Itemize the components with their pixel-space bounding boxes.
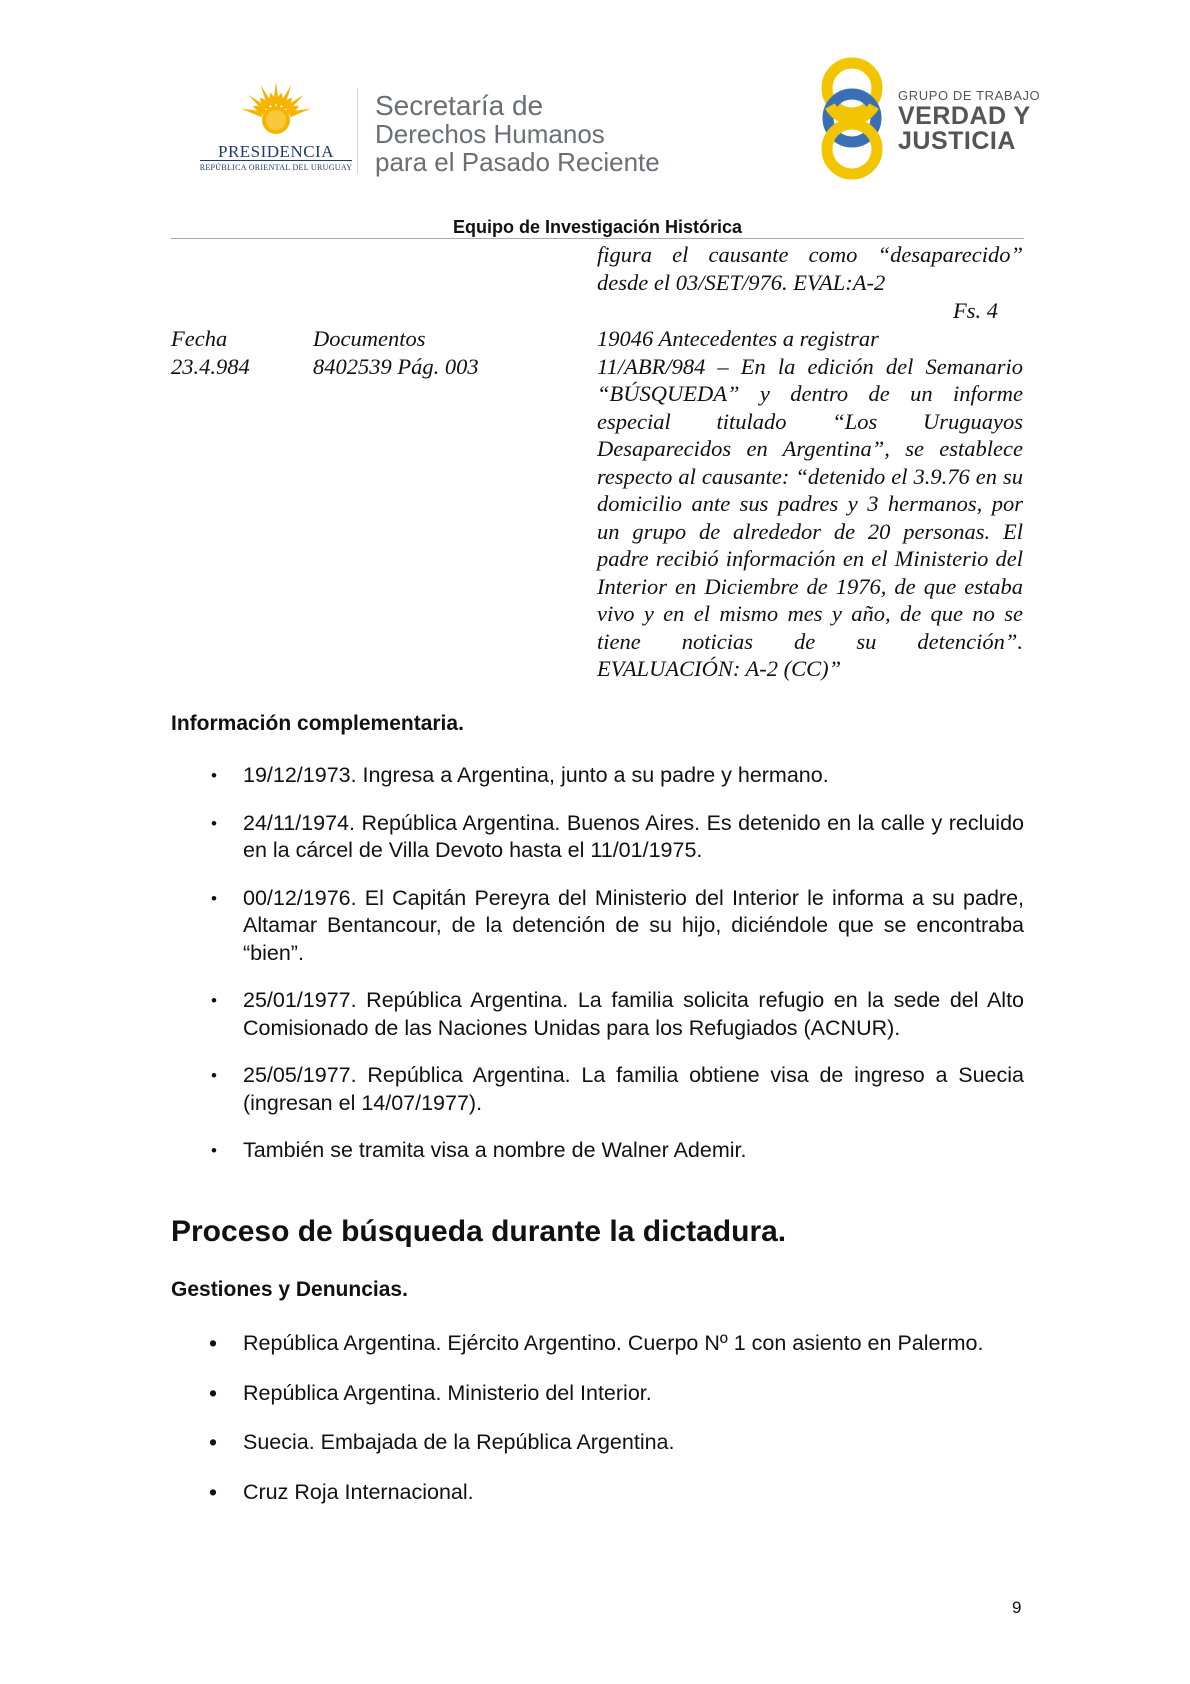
page-number: 9 [1012, 1598, 1022, 1617]
entry-text: 11/ABR/984 – En la edición del Semanario “BÚSQUEDA” y dentro de un informe especial titulado “Los Uruguayos Desaparecidos en Argentina”, se establece respecto al causante: “detenido el 3.9.76 en su domicilio ante sus padres y 3 hermanos, por un grupo de alrededor de 20 personas. El padre recibió información en el Ministerio del Interior en Diciembre de 1976, de que estaba vivo y en el mismo mes y año, de que no se tiene noticias de su detención”. EVALUACIÓN: A-2 (CC)” [597, 353, 1023, 681]
rings-icon [818, 56, 894, 182]
secretaria-line2: Derechos Humanos [375, 119, 605, 149]
gestion-item-text: Cruz Roja Internacional. [243, 1479, 474, 1504]
grupo-line1: GRUPO DE TRABAJO [898, 88, 1041, 103]
header-divider [357, 88, 358, 174]
info-heading: Información complementaria. [171, 712, 464, 735]
info-item-text: 00/12/1976. El Capitán Pereyra del Ministerio del Interior le informa a su padre, Altamar Bentancour, de la detención de su hijo, diciéndole que se encontraba “bien”. [243, 885, 1024, 965]
list-item: • 25/05/1977. República Argentina. La familia obtiene visa de ingreso a Suecia (ingresan el 14/07/1977). [211, 1063, 1024, 1115]
gestion-item-text: Suecia. Embajada de la República Argentina. [243, 1430, 675, 1454]
info-item-text: 24/11/1974. República Argentina. Buenos Aires. Es detenido en la calle y recluido en la cárcel de Villa Devoto hasta el 11/01/1975. [243, 810, 1024, 862]
gestion-item-text: República Argentina. Ministerio del Interior. [243, 1380, 652, 1405]
grupo-line3: JUSTICIA [898, 127, 1016, 155]
list-item: • 00/12/1976. El Capitán Pereyra del Ministerio del Interior le informa a su padre, Altamar Bentancour, de la detención de su hijo, diciéndole que se encontraba “bien”. [211, 885, 1024, 965]
record-entry [597, 325, 1023, 683]
fecha-label: Fecha [171, 326, 228, 351]
list-item: • República Argentina. Ejército Argentino. Cuerpo Nº 1 con asiento en Palermo. [209, 1330, 984, 1356]
sun-icon [236, 78, 316, 140]
list-item: • Cruz Roja Internacional. [209, 1478, 474, 1505]
list-item: • Suecia. Embajada de la República Argentina. [209, 1429, 675, 1455]
secretaria-logo [375, 92, 660, 176]
grupo-line2: VERDAD Y [898, 102, 1031, 130]
info-list [171, 762, 1024, 1165]
list-item: • También se tramita visa a nombre de Walner Ademir. [211, 1138, 747, 1162]
entry-title: 19046 Antecedentes a registrar [597, 326, 879, 351]
record-continuation [597, 241, 1023, 296]
documentos-label: Documentos [313, 326, 426, 351]
info-item-text: También se tramita visa a nombre de Walner Ademir. [243, 1138, 747, 1162]
record-documentos [313, 325, 479, 380]
list-item: • República Argentina. Ministerio del Interior. [209, 1379, 652, 1406]
documentos-value: 8402539 Pág. 003 [313, 353, 479, 379]
secretaria-line1: Secretaría de [375, 90, 544, 121]
team-title: Equipo de Investigación Histórica [452, 217, 743, 237]
header-rule [171, 238, 1024, 239]
verdad-justicia-logo [818, 54, 1041, 184]
list-item: • 25/01/1977. República Argentina. La familia solicita refugio en la sede del Alto Comisionado de las Naciones Unidas para los Refugiados (ACNUR). [211, 988, 1024, 1040]
gestiones-heading: Gestiones y Denuncias. [171, 1278, 408, 1301]
continuation-line-1: figura el causante como “desaparecido” [597, 242, 1023, 267]
folio-number: Fs. 4 [953, 298, 998, 323]
continuation-line-2: desde el 03/SET/976. EVAL:A-2 [597, 269, 886, 295]
list-item: • 24/11/1974. República Argentina. Buenos Aires. Es detenido en la calle y recluido en la cárcel de Villa Devoto hasta el 11/01/1975. [211, 810, 1024, 862]
record-fecha [171, 325, 250, 380]
info-item-text: 25/05/1977. República Argentina. La familia obtiene visa de ingreso a Suecia (ingresan el 14/07/1977). [243, 1063, 1024, 1115]
presidencia-subtitle: REPÚBLICA ORIENTAL DEL URUGUAY [199, 163, 353, 172]
gestiones-list [171, 1330, 1024, 1506]
info-item-text: 25/01/1977. República Argentina. La familia solicita refugio en la sede del Alto Comisionado de las Naciones Unidas para los Refugiados (ACNUR). [243, 988, 1024, 1040]
info-item-text: 19/12/1973. Ingresa a Argentina, junto a su padre y hermano. [243, 763, 829, 787]
secretaria-line3: para el Pasado Reciente [375, 147, 660, 177]
presidencia-title: PRESIDENCIA [217, 142, 334, 161]
presidencia-logo [196, 78, 356, 178]
fecha-value: 23.4.984 [171, 353, 250, 379]
list-item: • 19/12/1973. Ingresa a Argentina, junto a su padre y hermano. [211, 763, 829, 787]
proceso-heading: Proceso de búsqueda durante la dictadura. [171, 1215, 787, 1248]
gestion-item-text: República Argentina. Ejército Argentino. Cuerpo Nº 1 con asiento en Palermo. [243, 1331, 984, 1355]
